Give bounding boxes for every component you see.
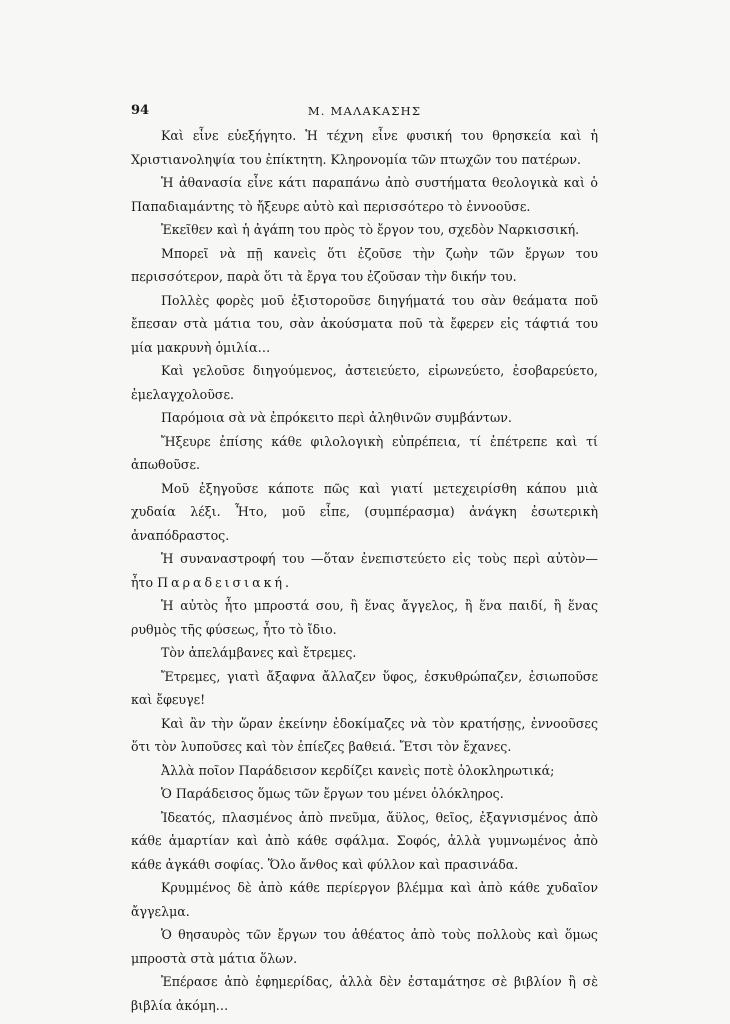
paragraph: Ὁ Παράδεισος ὅμως τῶν ἔργων του μένει ὁλόκληρος.: [161, 786, 504, 801]
paragraph: Καὶ εἶνε εὐεξήγητο. Ἡ τέχνη εἶνε φυσική του θρησκεία καὶ ἡ Χριστιανοληψία του ἐπίκτητη. Κληρονομία τῶν πτωχῶν του πατέρων.: [131, 128, 598, 167]
paragraph: Ἤξευρε ἐπίσης κάθε φιλολογικὴ εὐπρέπεια, τί ἐπέτρεπε καὶ τί ἀπωθοῦσε.: [131, 433, 598, 472]
paragraph: Μπορεῖ νὰ πῇ κανεὶς ὅτι ἐζοῦσε τὴν ζωὴν τῶν ἔργων του περισσότερον, παρὰ ὅτι τὰ ἔργα του ἐζοῦσαν τὴν δικήν του.: [131, 245, 598, 284]
paragraph: Ἐπέρασε ἀπὸ ἐφημερίδας, ἀλλὰ δὲν ἐσταμάτησε σὲ βιβλίον ἢ σὲ βιβλία ἀκόμη…: [131, 974, 598, 1013]
emphasized-word: Παραδεισιακή.: [157, 574, 293, 590]
paragraph: Κρυμμένος δὲ ἀπὸ κάθε περίεργον βλέμμα καὶ ἀπὸ κάθε χυδαῖον ἄγγελμα.: [131, 880, 598, 919]
paragraph-text: Ἡ συναναστροφή του —ὅταν ἐνεπιστεύετο εἰς τοὺς περὶ αὐτὸν— ἦτο: [131, 551, 598, 590]
paragraph: Ἐκεῖθεν καὶ ἡ ἀγάπη του πρὸς τὸ ἔργον του, σχεδὸν Ναρκισσική.: [161, 222, 580, 237]
page-number: 94: [131, 103, 150, 118]
running-title: Μ. ΜΑΛΑΚΑΣΗΣ: [307, 104, 422, 118]
paragraph: Μοῦ ἐξηγοῦσε κάποτε πῶς καὶ γιατί μετεχειρίσθη κάπου μιὰ χυδαία λέξι. Ἦτο, μοῦ εἶπε, (συμπέρασμα) ἀνάγκη ἐσωτερικὴ ἀναπόδραστος.: [131, 480, 598, 543]
paragraph: Ἡ αὐτὸς ἦτο μπροστά σου, ἢ ἕνας ἄγγελος, ἢ ἕνα παιδί, ἢ ἕνας ρυθμὸς τῆς φύσεως, ἦτο τὸ ἴδιο.: [131, 598, 598, 637]
paragraph: [131, 547, 598, 594]
paragraph: Τὸν ἀπελάμβανες καὶ ἔτρεμες.: [161, 645, 357, 660]
paragraph: Ἔτρεμες, γιατὶ ἄξαφνα ἄλλαζεν ὕφος, ἐσκυθρώπαζεν, ἐσιωποῦσε καὶ ἔφευγε!: [131, 668, 598, 707]
paragraph: Καὶ γελοῦσε διηγούμενος, ἀστειεύετο, εἰρωνεύετο, ἐσοβαρεύετο, ἐμελαγχολοῦσε.: [131, 363, 598, 402]
paragraph: Παρόμοια σὰ νὰ ἐπρόκειτο περὶ ἀληθινῶν συμβάντων.: [161, 410, 512, 425]
paragraph: Καὶ ἂν τὴν ὥραν ἐκείνην ἐδοκίμαζες νὰ τὸν κρατήσῃς, ἐννοοῦσες ὅτι τὸν λυποῦσες καὶ τὸν ἐπίεζες βαθειά. Ἔτσι τὸν ἔχανες.: [131, 715, 598, 754]
body-text: [131, 124, 598, 1017]
paragraph: Ὁ θησαυρὸς τῶν ἔργων του ἀθέατος ἀπὸ τοὺς πολλοὺς καὶ ὅμως μπροστὰ στὰ μάτια ὅλων.: [131, 927, 598, 966]
paragraph: Πολλὲς φορὲς μοῦ ἐξιστοροῦσε διηγήματά του σὰν θεάματα ποῦ ἔπεσαν στὰ μάτια του, σὰν ἀκούσματα ποῦ τὰ ἔφερεν εἰς τάφτιά του μία μακρυνὴ ὁμιλία…: [131, 292, 598, 355]
paragraph: Ἰδεατός, πλασμένος ἀπὸ πνεῦμα, ἄϋλος, θεῖος, ἐξαγνισμένος ἀπὸ κάθε ἁμαρτίαν καὶ ἀπὸ κάθε σφάλμα. Σοφός, ἀλλὰ γυμνωμένος ἀπὸ κάθε ἀγκάθι σοφίας. Ὅλο ἄνθος καὶ φύλλον καὶ πρασινάδα.: [131, 809, 598, 872]
page-header: [131, 103, 598, 121]
paragraph: Ἡ ἀθανασία εἶνε κάτι παραπάνω ἀπὸ συστήματα θεολογικὰ καὶ ὁ Παπαδιαμάντης τὸ ἤξευρε αὐτὸ καὶ περισσότερο τὸ ἐννοοῦσε.: [131, 175, 598, 214]
paragraph: Ἀλλὰ ποῖον Παράδεισον κερδίζει κανεὶς ποτὲ ὁλοκληρωτικά;: [161, 762, 555, 778]
